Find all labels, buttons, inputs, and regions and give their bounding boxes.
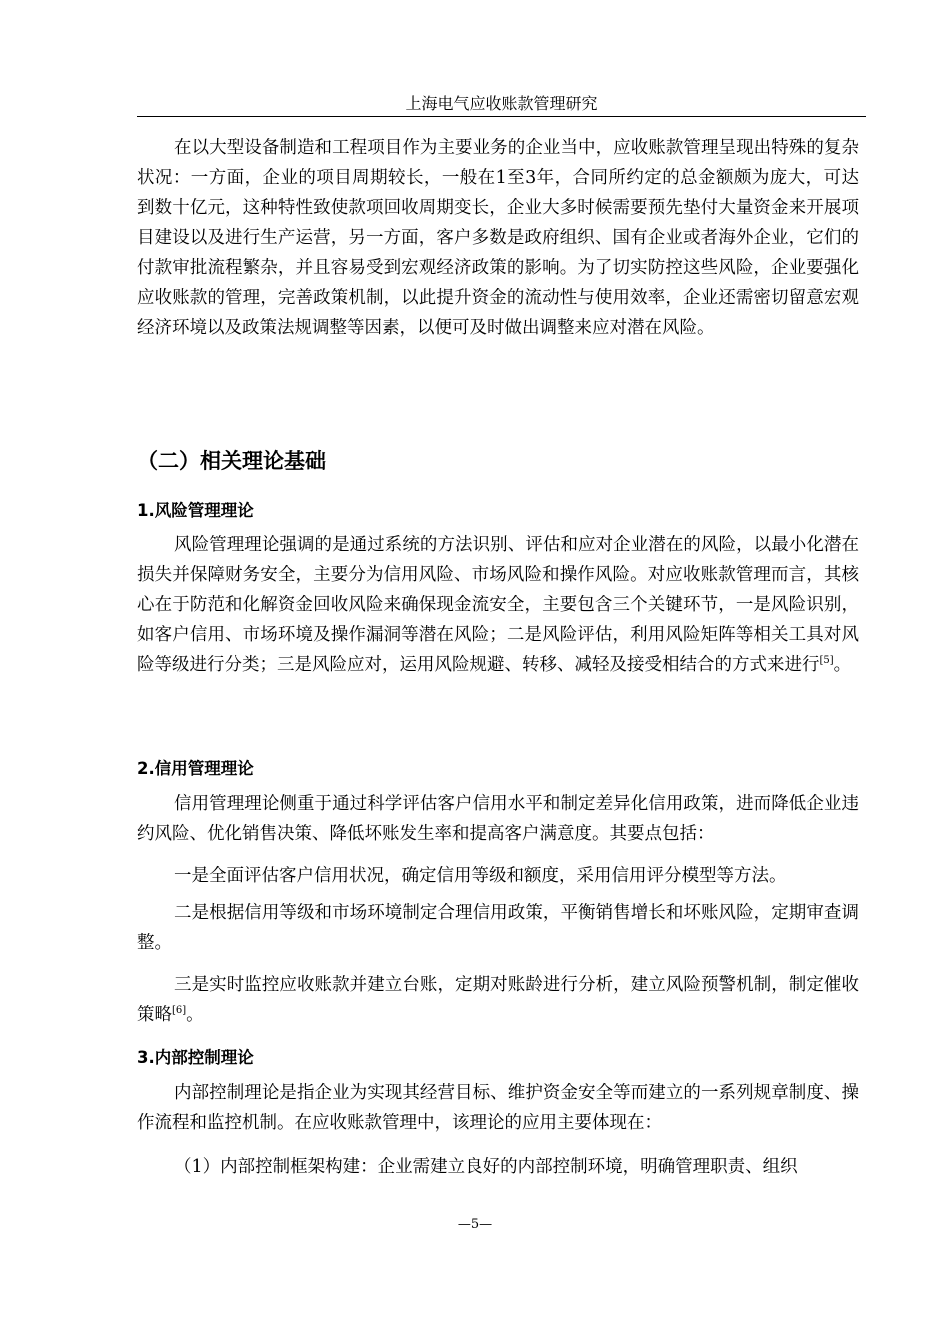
credit-point-1: 一是全面评估客户信用状况，确定信用等级和额度，采用信用评分模型等方法。 bbox=[174, 866, 787, 886]
credit-point-3 bbox=[137, 970, 859, 1030]
credit-point-3-text: 三是实时监控应收账款并建立台账，定期对账龄进行分析，建立风险预警机制，制定催收策略 bbox=[137, 975, 859, 1025]
internal-control-heading: 3.内部控制理论 bbox=[137, 1048, 254, 1067]
internal-control-point-1: （1）内部控制框架构建：企业需建立良好的内部控制环境，明确管理职责、组织 bbox=[174, 1157, 798, 1177]
citation-5: [5] bbox=[819, 655, 834, 666]
citation-6: [6] bbox=[172, 1005, 187, 1016]
credit-management-heading: 2.信用管理理论 bbox=[137, 759, 254, 778]
risk-paragraph-end: 。 bbox=[833, 655, 852, 675]
risk-management-paragraph bbox=[137, 530, 859, 680]
running-header: 上海电气应收账款管理研究 bbox=[137, 92, 866, 117]
internal-control-paragraph: 内部控制理论是指企业为实现其经营目标、维护资金安全等而建立的一系列规章制度、操作流程和监控机制。在应收账款管理中，该理论的应用主要体现在： bbox=[137, 1083, 859, 1133]
section-heading: （二）相关理论基础 bbox=[137, 449, 326, 473]
page-number: —5— bbox=[457, 1217, 493, 1232]
intro-paragraph: 在以大型设备制造和工程项目作为主要业务的企业当中，应收账款管理呈现出特殊的复杂状况：一方面，企业的项目周期较长，一般在1至3年，合同所约定的总金额颇为庞大，可达到数十亿元，这种特性致使款项回收周期变长，企业大多时候需要预先垫付大量资金来开展项目建设以及进行生产运营，另一方面，客户多数是政府组织、国有企业或者海外企业，它们的付款审批流程繁杂，并且容易受到宏观经济政策的影响。为了切实防控这些风险，企业要强化应收账款的管理，完善政策机制，以此提升资金的流动性与使用效率，企业还需密切留意宏观经济环境以及政策法规调整等因素，以便可及时做出调整来应对潜在风险。 bbox=[137, 138, 859, 338]
risk-paragraph-text: 风险管理理论强调的是通过系统的方法识别、评估和应对企业潜在的风险，以最小化潜在损失并保障财务安全，主要分为信用风险、市场风险和操作风险。对应收账款管理而言，其核心在于防范和化解资金回收风险来确保现金流安全，主要包含三个关键环节，一是风险识别，如客户信用、市场环境及操作漏洞等潜在风险；二是风险评估，利用风险矩阵等相关工具对风险等级进行分类；三是风险应对，运用风险规避、转移、减轻及接受相结合的方式来进行 bbox=[137, 535, 859, 675]
credit-management-paragraph: 信用管理理论侧重于通过科学评估客户信用水平和制定差异化信用政策，进而降低企业违约风险、优化销售决策、降低坏账发生率和提高客户满意度。其要点包括： bbox=[137, 794, 859, 844]
risk-management-heading: 1.风险管理理论 bbox=[137, 501, 254, 520]
credit-point-2: 二是根据信用等级和市场环境制定合理信用政策，平衡销售增长和坏账风险，定期审查调整。 bbox=[137, 903, 859, 953]
credit-point-3-end: 。 bbox=[186, 1005, 204, 1025]
